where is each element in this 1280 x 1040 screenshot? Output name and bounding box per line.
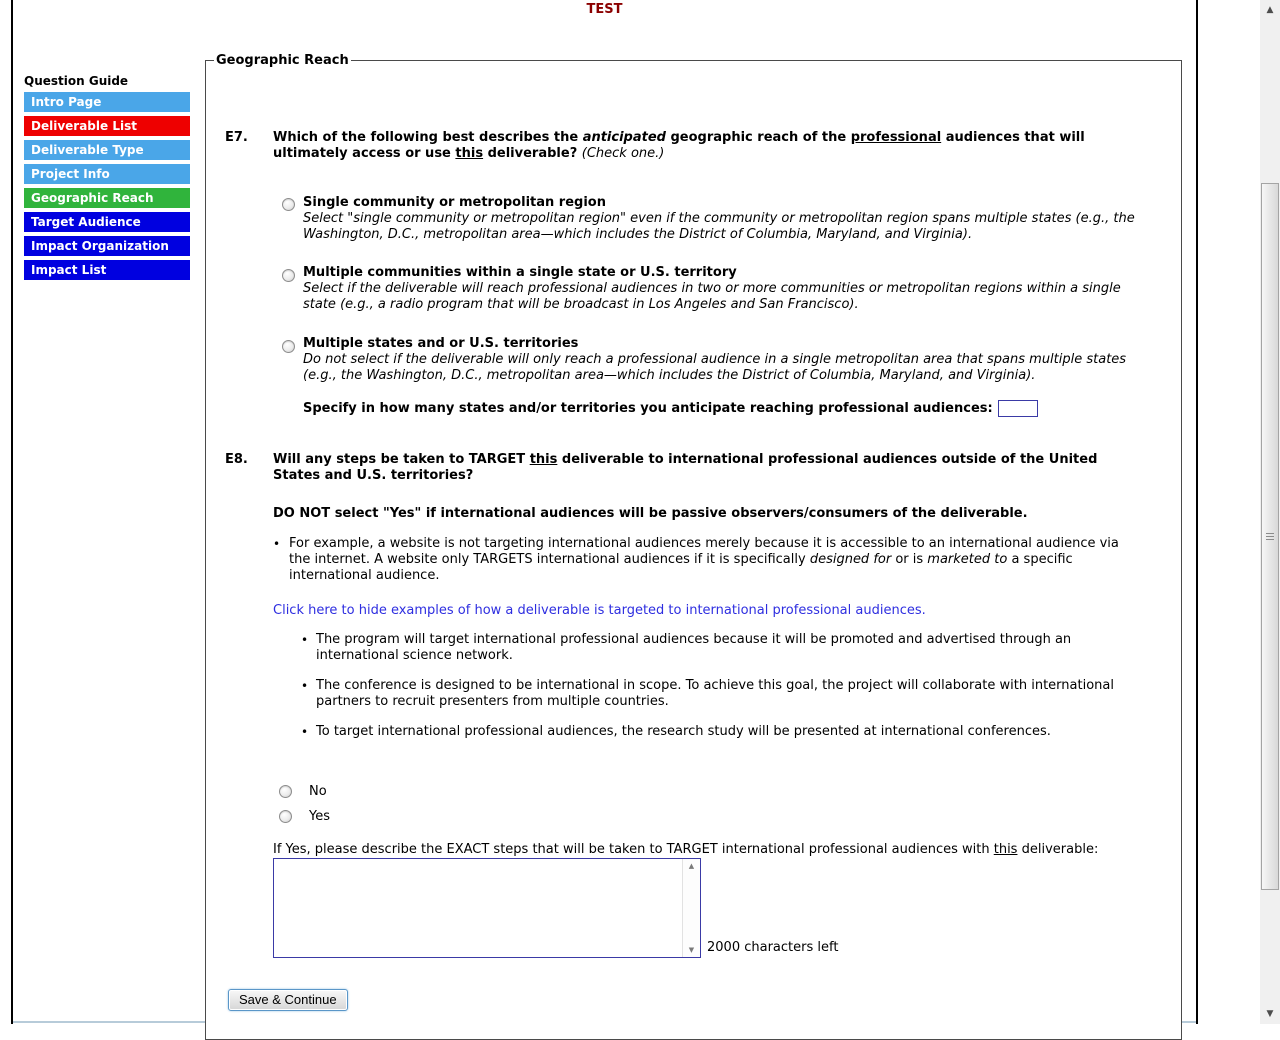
e7-number: E7. (225, 130, 248, 145)
bullet-icon: • (301, 679, 309, 693)
sidebar-heading: Question Guide (24, 74, 129, 88)
e8-example-item: The conference is designed to be international in scope. To achieve this goal, the project will collaborate with international partners to recruit presenters from multiple countries. (316, 678, 1114, 709)
question-guide-sidebar (24, 74, 190, 284)
bullet-icon: • (301, 633, 309, 647)
sidebar-item-geographic-reach[interactable]: Geographic Reach (24, 188, 190, 208)
sidebar-item-project-info[interactable]: Project Info (24, 164, 190, 184)
scrollbar-down-icon[interactable]: ▼ (1266, 1009, 1274, 1019)
e7-option-single-community-desc: Select "single community or metropolitan region" even if the community or metropolitan region spans multiple states (e.g., the Washington, D.C., metropolitan area—which includes the District of Columbia, Maryland, and Virginia). (303, 211, 1135, 242)
sidebar-item-deliverable-type[interactable]: Deliverable Type (24, 140, 190, 160)
sidebar-item-impact-organization[interactable]: Impact Organization (24, 236, 190, 256)
sidebar-item-target-audience[interactable]: Target Audience (24, 212, 190, 232)
bullet-icon: • (301, 725, 309, 739)
textarea-scrollbar[interactable] (682, 859, 700, 957)
e7-option-single-community-label: Single community or metropolitan region (303, 195, 606, 210)
specify-states-row (303, 400, 1263, 417)
save-continue-button[interactable]: Save & Continue (228, 989, 348, 1011)
bullet-icon: • (273, 537, 281, 551)
browser-scrollbar[interactable] (1260, 0, 1280, 1024)
e7-option-multiple-states-radio[interactable] (282, 340, 295, 353)
e8-yes-label: Yes (309, 809, 330, 824)
e7-question-text: Which of the following best describes the anticipated geographic reach of the professional audiences that will ultimately access or use this deliverable? (Check one.) (273, 130, 1085, 161)
e7-option-multiple-communities-label: Multiple communities within a single state or U.S. territory (303, 265, 737, 280)
states-count-input[interactable] (998, 400, 1038, 417)
scroll-up-icon[interactable]: ▲ (688, 862, 695, 870)
if-yes-prompt: If Yes, please describe the EXACT steps that will be taken to TARGET international professional audiences with this deliverable: (273, 842, 1099, 857)
scrollbar-up-icon[interactable]: ▲ (1266, 5, 1274, 15)
scroll-down-icon[interactable]: ▼ (688, 946, 695, 954)
sidebar-item-intro-page[interactable]: Intro Page (24, 92, 190, 112)
e8-no-radio[interactable] (279, 785, 292, 798)
chars-left-counter: 2000 characters left (707, 940, 839, 955)
e8-example-item: To target international professional audiences, the research study will be presented at international conferences. (316, 724, 1051, 739)
e7-option-multiple-communities-radio[interactable] (282, 269, 295, 282)
geographic-reach-section (205, 53, 1182, 1040)
e7-option-multiple-communities-desc: Select if the deliverable will reach professional audiences in two or more communities or metropolitan regions within a single state (e.g., a radio program that will be broadcast in Los Angeles and San Francisco). (303, 281, 1121, 312)
sidebar-item-impact-list[interactable]: Impact List (24, 260, 190, 280)
page-border-right (1196, 0, 1198, 1024)
e8-number: E8. (225, 452, 248, 467)
e8-warning: DO NOT select "Yes" if international audiences will be passive observers/consumers of the deliverable. (273, 506, 1028, 521)
specify-states-label: Specify in how many states and/or territories you anticipate reaching professional audiences: (303, 401, 993, 416)
e7-option-single-community-radio[interactable] (282, 198, 295, 211)
e7-option-multiple-states-desc: Do not select if the deliverable will only reach a professional audience in a single metropolitan area that spans multiple states (e.g., the Washington, D.C., metropolitan area—which includes the District of Columbia, Maryland, and Virginia). (303, 352, 1127, 383)
target-steps-textarea[interactable] (274, 859, 683, 957)
e8-example-item: The program will target international professional audiences because it will be promoted and advertised through an international science network. (316, 632, 1072, 663)
target-steps-textarea-wrap (273, 858, 701, 958)
e8-example-paragraph: For example, a website is not targeting international audiences merely because it is accessible to an international audience via the internet. A website only TARGETS international audiences if it is specifically designed for or is marketed to a specific international audience. (289, 536, 1119, 583)
e7-option-multiple-states-label: Multiple states and or U.S. territories (303, 336, 579, 351)
section-legend: Geographic Reach (216, 53, 349, 68)
hide-examples-link[interactable]: Click here to hide examples of how a deliverable is targeted to international professional audiences. (273, 603, 926, 618)
scrollbar-thumb[interactable] (1261, 183, 1279, 890)
e8-yes-radio[interactable] (279, 810, 292, 823)
page-border-left (11, 0, 13, 1024)
e8-no-label: No (309, 784, 327, 799)
page-title: TEST (586, 2, 623, 17)
scrollbar-grip-icon (1266, 533, 1274, 541)
e8-question-text: Will any steps be taken to TARGET this deliverable to international professional audiences outside of the United States and U.S. territories? (273, 452, 1098, 483)
sidebar-item-deliverable-list[interactable]: Deliverable List (24, 116, 190, 136)
